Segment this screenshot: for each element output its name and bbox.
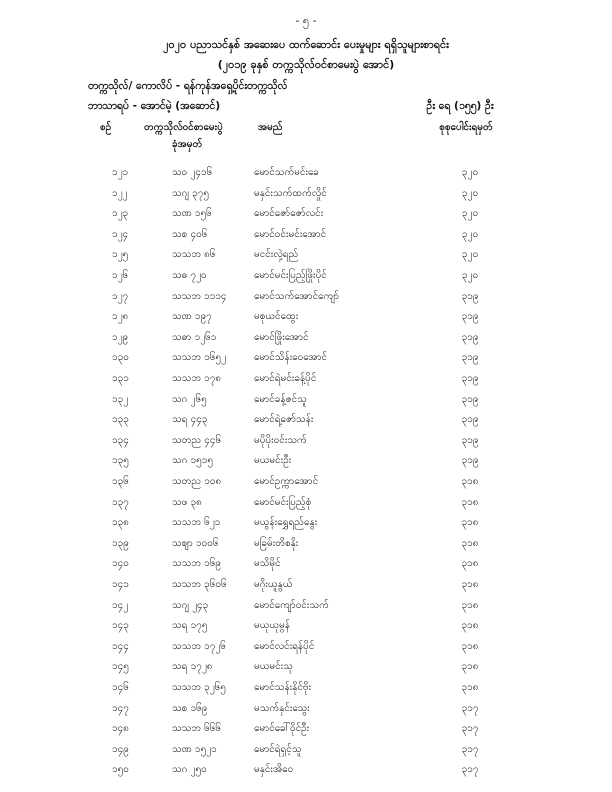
total-score: ၃၁၈ bbox=[461, 682, 479, 693]
row-number: ၁၂၁ bbox=[112, 167, 129, 178]
total-score: ၃၁၈ bbox=[461, 517, 479, 529]
total-score: ၃၁၉ bbox=[461, 455, 479, 467]
column-header-no: စဉ် bbox=[100, 122, 112, 133]
roll-number: သသဘ ၆၂၁ bbox=[172, 517, 221, 529]
row-number: ၁၄၉ bbox=[112, 743, 129, 755]
roll-number: သတည ၄၄၆ bbox=[172, 434, 222, 446]
row-number: ၁၃၀ bbox=[112, 352, 129, 364]
table-row bbox=[0, 577, 612, 597]
row-number: ၁၃၉ bbox=[112, 537, 129, 549]
total-score: ၃၁၇ bbox=[461, 702, 479, 714]
student-name: မဂိုးယူနွယ် bbox=[254, 579, 293, 590]
table-row bbox=[0, 495, 612, 515]
row-number: ၁၄၃ bbox=[112, 620, 129, 632]
student-name: မောင်ရဲ့ဇော်သန်း bbox=[254, 414, 314, 426]
student-name: မောင်သန်းနိုင်ဗိုး bbox=[254, 682, 312, 693]
table-row bbox=[0, 701, 612, 721]
table-row bbox=[0, 371, 612, 391]
table-row bbox=[0, 433, 612, 453]
roll-number: သရ ၁၇၅ bbox=[172, 620, 208, 632]
roll-number: သဖ ၃၈ bbox=[172, 496, 202, 508]
row-number: ၁၃၁ bbox=[112, 373, 129, 384]
total-score: ၃၂၀ bbox=[461, 228, 479, 240]
total-score: ၃၁၉ bbox=[461, 311, 479, 323]
total-score: ၃၂၀ bbox=[461, 167, 479, 178]
roll-number: သတည ၁၀၈ bbox=[172, 476, 222, 487]
column-header-name: အမည် bbox=[258, 122, 283, 133]
row-number: ၁၂၉ bbox=[112, 331, 129, 343]
roll-number: သဈာ ၁၀၀၆ bbox=[172, 537, 219, 549]
row-number: ၁၃၇ bbox=[112, 496, 129, 508]
row-number: ၁၄၆ bbox=[112, 682, 129, 693]
roll-number: သသဘ ၁၆၅၂ bbox=[172, 352, 226, 364]
roll-number: သဂျ ၃၇၅ bbox=[172, 187, 210, 199]
roll-number: သဝ ၂၄၁၆ bbox=[172, 167, 213, 178]
total-score: ၃၁၇ bbox=[461, 743, 479, 755]
row-number: ၁၂၂ bbox=[112, 187, 128, 199]
student-name: မောင်ဥက္ကာအောင် bbox=[254, 476, 319, 487]
table-row bbox=[0, 453, 612, 473]
roll-number: သဏ ၁၅၂၁ bbox=[172, 743, 217, 755]
table-row bbox=[0, 309, 612, 329]
student-name: မနှင်းအိဝေ bbox=[254, 764, 294, 776]
total-score: ၃၂၀ bbox=[461, 187, 479, 199]
roll-number: သဂျ ၂၄၃ bbox=[172, 599, 209, 611]
total-score: ၃၁၉ bbox=[461, 373, 479, 384]
student-name: မောင်လင်းရန်ပိုင် bbox=[254, 640, 315, 652]
column-header-score: စုစုပေါင်းရမှတ် bbox=[439, 122, 493, 133]
total-score: ၃၁၇ bbox=[461, 723, 479, 735]
total-score: ၃၁၈ bbox=[461, 579, 479, 590]
student-name: မောင်ဇော်ဇော်လင်း bbox=[254, 208, 324, 220]
total-score: ၃၂၀ bbox=[461, 208, 479, 220]
document-subtitle: (၂၀၁၉ ခုနှစ် တက္ကသိုလ်ဝင်စာမေးပွဲ အောင်) bbox=[217, 58, 395, 71]
table-row bbox=[0, 639, 612, 659]
table-row bbox=[0, 268, 612, 288]
student-name: မောင်ခေါ်ဝိုင်ဦး bbox=[254, 723, 310, 735]
roll-number: သသဘ ၁၆၉ bbox=[172, 558, 222, 570]
table-row bbox=[0, 412, 612, 432]
table-row bbox=[0, 515, 612, 535]
table-row bbox=[0, 742, 612, 762]
table-row bbox=[0, 474, 612, 494]
student-name: မငင်းလှဲ့ရည် bbox=[254, 249, 299, 261]
row-number: ၁၄၅ bbox=[112, 661, 129, 673]
row-number: ၁၄၁ bbox=[112, 579, 129, 590]
table-row bbox=[0, 762, 612, 782]
student-name: မောင်ရဲမင်းခန့်ပိုင် bbox=[254, 373, 317, 384]
row-number: ၁၂၈ bbox=[112, 311, 129, 323]
row-number: ၁၃၆ bbox=[112, 476, 129, 487]
total-score: ၃၁၈ bbox=[461, 537, 479, 549]
student-name: မယုယုမွန် bbox=[254, 620, 291, 632]
document-title: ၂၀၂၀ ပညာသင်နှစ် အဆေးပေ ထက်ဆောင်း ပေးမှုများ ရရှိသူများစာရင်း bbox=[163, 38, 449, 51]
roll-number: သသဘ ၆၆၆ bbox=[172, 723, 222, 735]
student-name: မယမင်းဦး bbox=[254, 455, 292, 467]
total-score: ၃၁၈ bbox=[461, 640, 479, 652]
table-row bbox=[0, 536, 612, 556]
total-score: ၃၁၇ bbox=[461, 764, 479, 776]
total-score: ၃၁၉ bbox=[461, 434, 479, 446]
total-score: ၃၂၀ bbox=[461, 249, 479, 261]
row-number: ၁၃၅ bbox=[112, 455, 129, 467]
total-score: ၃၁၉ bbox=[461, 290, 479, 302]
total-score: ၃၁၈ bbox=[461, 496, 479, 508]
roll-number: သဓာ ၁၂၆၁ bbox=[172, 331, 217, 343]
row-number: ၁၄၇ bbox=[112, 702, 129, 714]
row-number: ၁၄၂ bbox=[112, 599, 129, 611]
row-number: ၁၄၈ bbox=[112, 723, 129, 735]
total-score: ၃၁၈ bbox=[461, 661, 479, 673]
table-row bbox=[0, 680, 612, 700]
total-score: ၃၁၉ bbox=[461, 331, 479, 343]
row-number: ၁၂၇ bbox=[112, 290, 129, 302]
student-name: မောင်မင်းပြည့်စုံ bbox=[254, 496, 312, 508]
total-count-label: ဦး ရေ (၁၅၅) ဦး bbox=[426, 100, 494, 112]
roll-number: သဏ ၁၉၇ bbox=[172, 311, 212, 323]
total-score: ၃၂၀ bbox=[461, 270, 479, 281]
total-score: ၃၁၉ bbox=[461, 393, 479, 405]
student-name: မောင်သိန်းဝေအောင် bbox=[254, 352, 328, 364]
roll-number: သဏ ၁၅၆ bbox=[172, 208, 212, 220]
total-score: ၃၁၈ bbox=[461, 599, 479, 611]
student-name: မောင်ခန့်ဇင်သူ bbox=[254, 393, 307, 405]
student-name: မောင်ဝင်းမင်းအောင် bbox=[254, 228, 327, 240]
row-number: ၁၂၃ bbox=[112, 208, 129, 220]
student-name: မောင်ကျော်ဝင်းသက် bbox=[254, 599, 329, 611]
total-score: ၃၁၉ bbox=[461, 352, 479, 364]
table-row bbox=[0, 659, 612, 679]
row-number: ၁၂၆ bbox=[112, 270, 129, 281]
roll-number: သဓ ၇၂၀ bbox=[172, 270, 207, 281]
roll-number: သသဘ ၈၆ bbox=[172, 249, 216, 261]
row-number: ၁၃၃ bbox=[112, 414, 129, 426]
roll-number: သသဘ ၁၇၈ bbox=[172, 373, 222, 384]
university-label: တက္ကသိုလ်/ ကောလိပ် - ရန်ကုန်အရှေ့ပိုင်းတက္ကသိုလ် bbox=[88, 80, 288, 92]
roll-number: သသဘ ၃၂၆၅ bbox=[172, 682, 226, 693]
table-row bbox=[0, 186, 612, 206]
student-name: မခြမ်းတိစနိုး bbox=[254, 537, 299, 549]
roll-number: သရ ၄၄၃ bbox=[172, 414, 208, 426]
student-name: မောင်သက်အောင်ကျော် bbox=[254, 290, 340, 302]
student-name: မယမင်းသု bbox=[254, 661, 293, 673]
row-number: ၁၅၀ bbox=[112, 764, 129, 776]
total-score: ၃၁၈ bbox=[461, 476, 479, 487]
roll-number: သသဘ ၃၆၀၆ bbox=[172, 579, 227, 590]
table-row bbox=[0, 556, 612, 576]
table-row bbox=[0, 598, 612, 618]
row-number: ၁၃၄ bbox=[112, 434, 129, 446]
row-number: ၁၃၂ bbox=[112, 393, 129, 405]
student-name: မစုယင်ထွေး bbox=[254, 311, 299, 323]
table-row bbox=[0, 392, 612, 412]
roll-number: သသဘ ၁၁၁၄ bbox=[172, 290, 227, 302]
column-header-roll: တက္ကသိုလ်ဝင်စာမေးပွဲ bbox=[144, 122, 223, 133]
student-name: မယွန်းရွှေရည်နွေး bbox=[254, 517, 318, 529]
total-score: ၃၁၈ bbox=[461, 558, 479, 570]
student-name: မပိုပိုးဝင်းသက် bbox=[254, 434, 307, 446]
page-number: - ၅ - bbox=[295, 14, 317, 27]
student-name: မောင်ရဲရှင့်သူ bbox=[254, 743, 302, 755]
table-row bbox=[0, 227, 612, 247]
student-name: မောင်ဖြိုးအောင် bbox=[254, 331, 309, 343]
roll-number: သသဘ ၁၇၂၆ bbox=[172, 640, 226, 652]
student-name: မနှင်းသက်ထက်လှိုင် bbox=[254, 187, 327, 199]
column-header-roll-sub: ခုံအမှတ် bbox=[172, 139, 203, 150]
total-score: ၃၁၉ bbox=[461, 414, 479, 426]
table-row bbox=[0, 618, 612, 638]
roll-number: သစ ၁၆၉ bbox=[172, 702, 208, 714]
row-number: ၁၃၈ bbox=[112, 517, 129, 529]
table-row bbox=[0, 165, 612, 185]
row-number: ၁၂၄ bbox=[112, 228, 129, 240]
table-row bbox=[0, 247, 612, 267]
subject-label: ဘာသာရပ် - အောင်မဲ့ (အဆောင်) bbox=[88, 100, 221, 112]
student-name: မသိမိုင် bbox=[254, 558, 281, 570]
roll-number: သဂ ၂၆၅ bbox=[172, 393, 207, 405]
table-row bbox=[0, 206, 612, 226]
row-number: ၁၂၅ bbox=[112, 249, 129, 261]
table-row bbox=[0, 350, 612, 370]
student-name: မောင်မင်းပြည့်ဖြိုးပိုင် bbox=[254, 270, 327, 281]
table-row bbox=[0, 330, 612, 350]
student-name: မသက်နှင်းသွေး bbox=[254, 702, 310, 714]
row-number: ၁၄၀ bbox=[112, 558, 129, 570]
table-row bbox=[0, 289, 612, 309]
roll-number: သရ ၁၇၂၈ bbox=[172, 661, 213, 673]
roll-number: သဂ ၁၅၁၅ bbox=[172, 455, 214, 467]
total-score: ၃၁၈ bbox=[461, 620, 479, 632]
roll-number: သစ ၄၀၆ bbox=[172, 228, 208, 240]
table-row bbox=[0, 721, 612, 741]
row-number: ၁၄၄ bbox=[112, 640, 129, 652]
roll-number: သဂ ၂၅၀ bbox=[172, 764, 207, 776]
student-name: မောင်သက်မင်းခေ bbox=[254, 167, 319, 178]
